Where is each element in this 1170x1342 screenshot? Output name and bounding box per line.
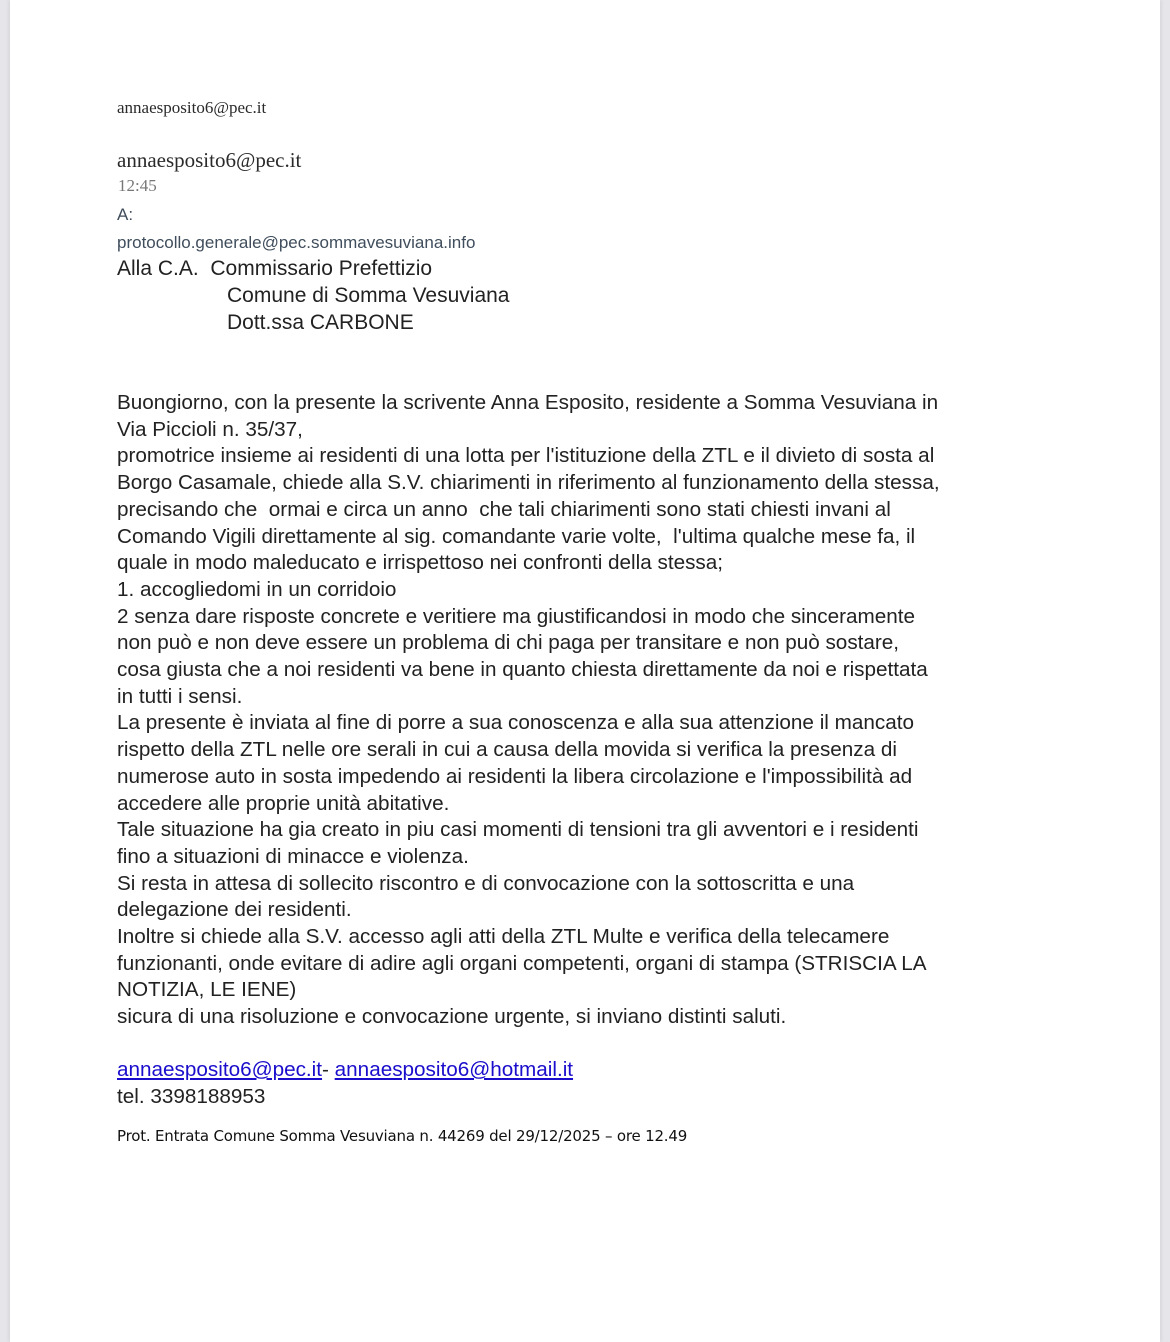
recipient-label: A:	[117, 205, 134, 224]
body-line: NOTIZIA, LE IENE)	[117, 978, 297, 1002]
body-line: rispetto della ZTL nelle ore serali in cui a causa della movida si verifica la presenza di	[117, 738, 897, 762]
addressee-line-1: Alla C.A. Commissario Prefettizio	[117, 257, 433, 280]
phone-number: tel. 3398188953	[117, 1084, 266, 1108]
sender-header: annaesposito6@pec.it	[117, 98, 267, 117]
body-line: accedere alle proprie unità abitative.	[117, 791, 450, 815]
body-line: cosa giusta che a noi residenti va bene in quanto chiesta direttamente da noi e rispettata	[117, 658, 928, 682]
protocol-stamp: Prot. Entrata Comune Somma Vesuviana n. 44269 del 29/12/2025 – ore 12.49	[117, 1127, 688, 1145]
addressee-line-2: Comune di Somma Vesuviana	[227, 284, 510, 307]
body-line: Tale situazione ha gia creato in piu casi momenti di tensioni tra gli avventori e i residenti	[117, 818, 919, 842]
sent-time: 12:45	[118, 176, 157, 195]
body-line: Comando Vigili direttamente al sig. comandante varie volte, l'ultima qualche mese fa, il	[117, 524, 916, 548]
body-line: Inoltre si chiede alla S.V. accesso agli atti della ZTL Multe e verifica della telecamere	[117, 925, 890, 949]
letter-body	[117, 390, 1117, 1031]
body-line: promotrice insieme ai residenti di una lotta per l'istituzione della ZTL e il divieto di sosta al	[117, 444, 935, 468]
body-line: Borgo Casamale, chiede alla S.V. chiarimenti in riferimento al funzionamento della stessa,	[117, 471, 940, 495]
body-line: Si resta in attesa di sollecito riscontro e di convocazione con la sottoscritta e una	[117, 871, 855, 895]
addressee-line-3: Dott.ssa CARBONE	[227, 311, 414, 334]
body-line: Buongiorno, con la presente la scrivente Anna Esposito, residente a Somma Vesuviana in	[117, 391, 939, 414]
pec-email-link[interactable]: annaesposito6@pec.it	[117, 1058, 323, 1081]
body-line: sicura di una risoluzione e convocazione urgente, si inviano distinti saluti.	[117, 1005, 787, 1029]
body-line: 2 senza dare risposte concrete e veritiere ma giustificandosi in modo che sinceramente	[117, 604, 916, 628]
body-line: delegazione dei residenti.	[117, 898, 352, 922]
body-line: 1. accogliedomi in un corridoio	[117, 577, 397, 601]
signature-block	[117, 1057, 573, 1110]
email-separator: -	[322, 1058, 335, 1081]
body-line: Via Piccioli n. 35/37,	[117, 417, 303, 441]
body-line: precisando che ormai e circa un anno che tali chiarimenti sono stati chiesti invani al	[117, 497, 891, 521]
body-line: non può e non deve essere un problema di chi paga per transitare e non può sostare,	[117, 631, 900, 655]
body-line: fino a situazioni di minacce e violenza.	[117, 844, 469, 868]
body-line: La presente è inviata al fine di porre a sua conoscenza e alla sua attenzione il mancato	[117, 711, 914, 735]
hotmail-email-link[interactable]: annaesposito6@hotmail.it	[334, 1058, 574, 1081]
body-line: in tutti i sensi.	[117, 684, 243, 708]
body-line: numerose auto in sosta impedendo ai residenti la libera circolazione e l'impossibilità ad	[117, 764, 913, 788]
body-line: quale in modo maleducato e irrispettoso nei confronti della stessa;	[117, 551, 724, 575]
recipient-address: protocollo.generale@pec.sommavesuviana.info	[117, 233, 476, 252]
body-line: funzionanti, onde evitare di adire agli organi competenti, organi di stampa (STRISCIA LA	[117, 951, 927, 975]
sender-name: annaesposito6@pec.it	[117, 148, 302, 172]
document-page	[10, 0, 1160, 1342]
